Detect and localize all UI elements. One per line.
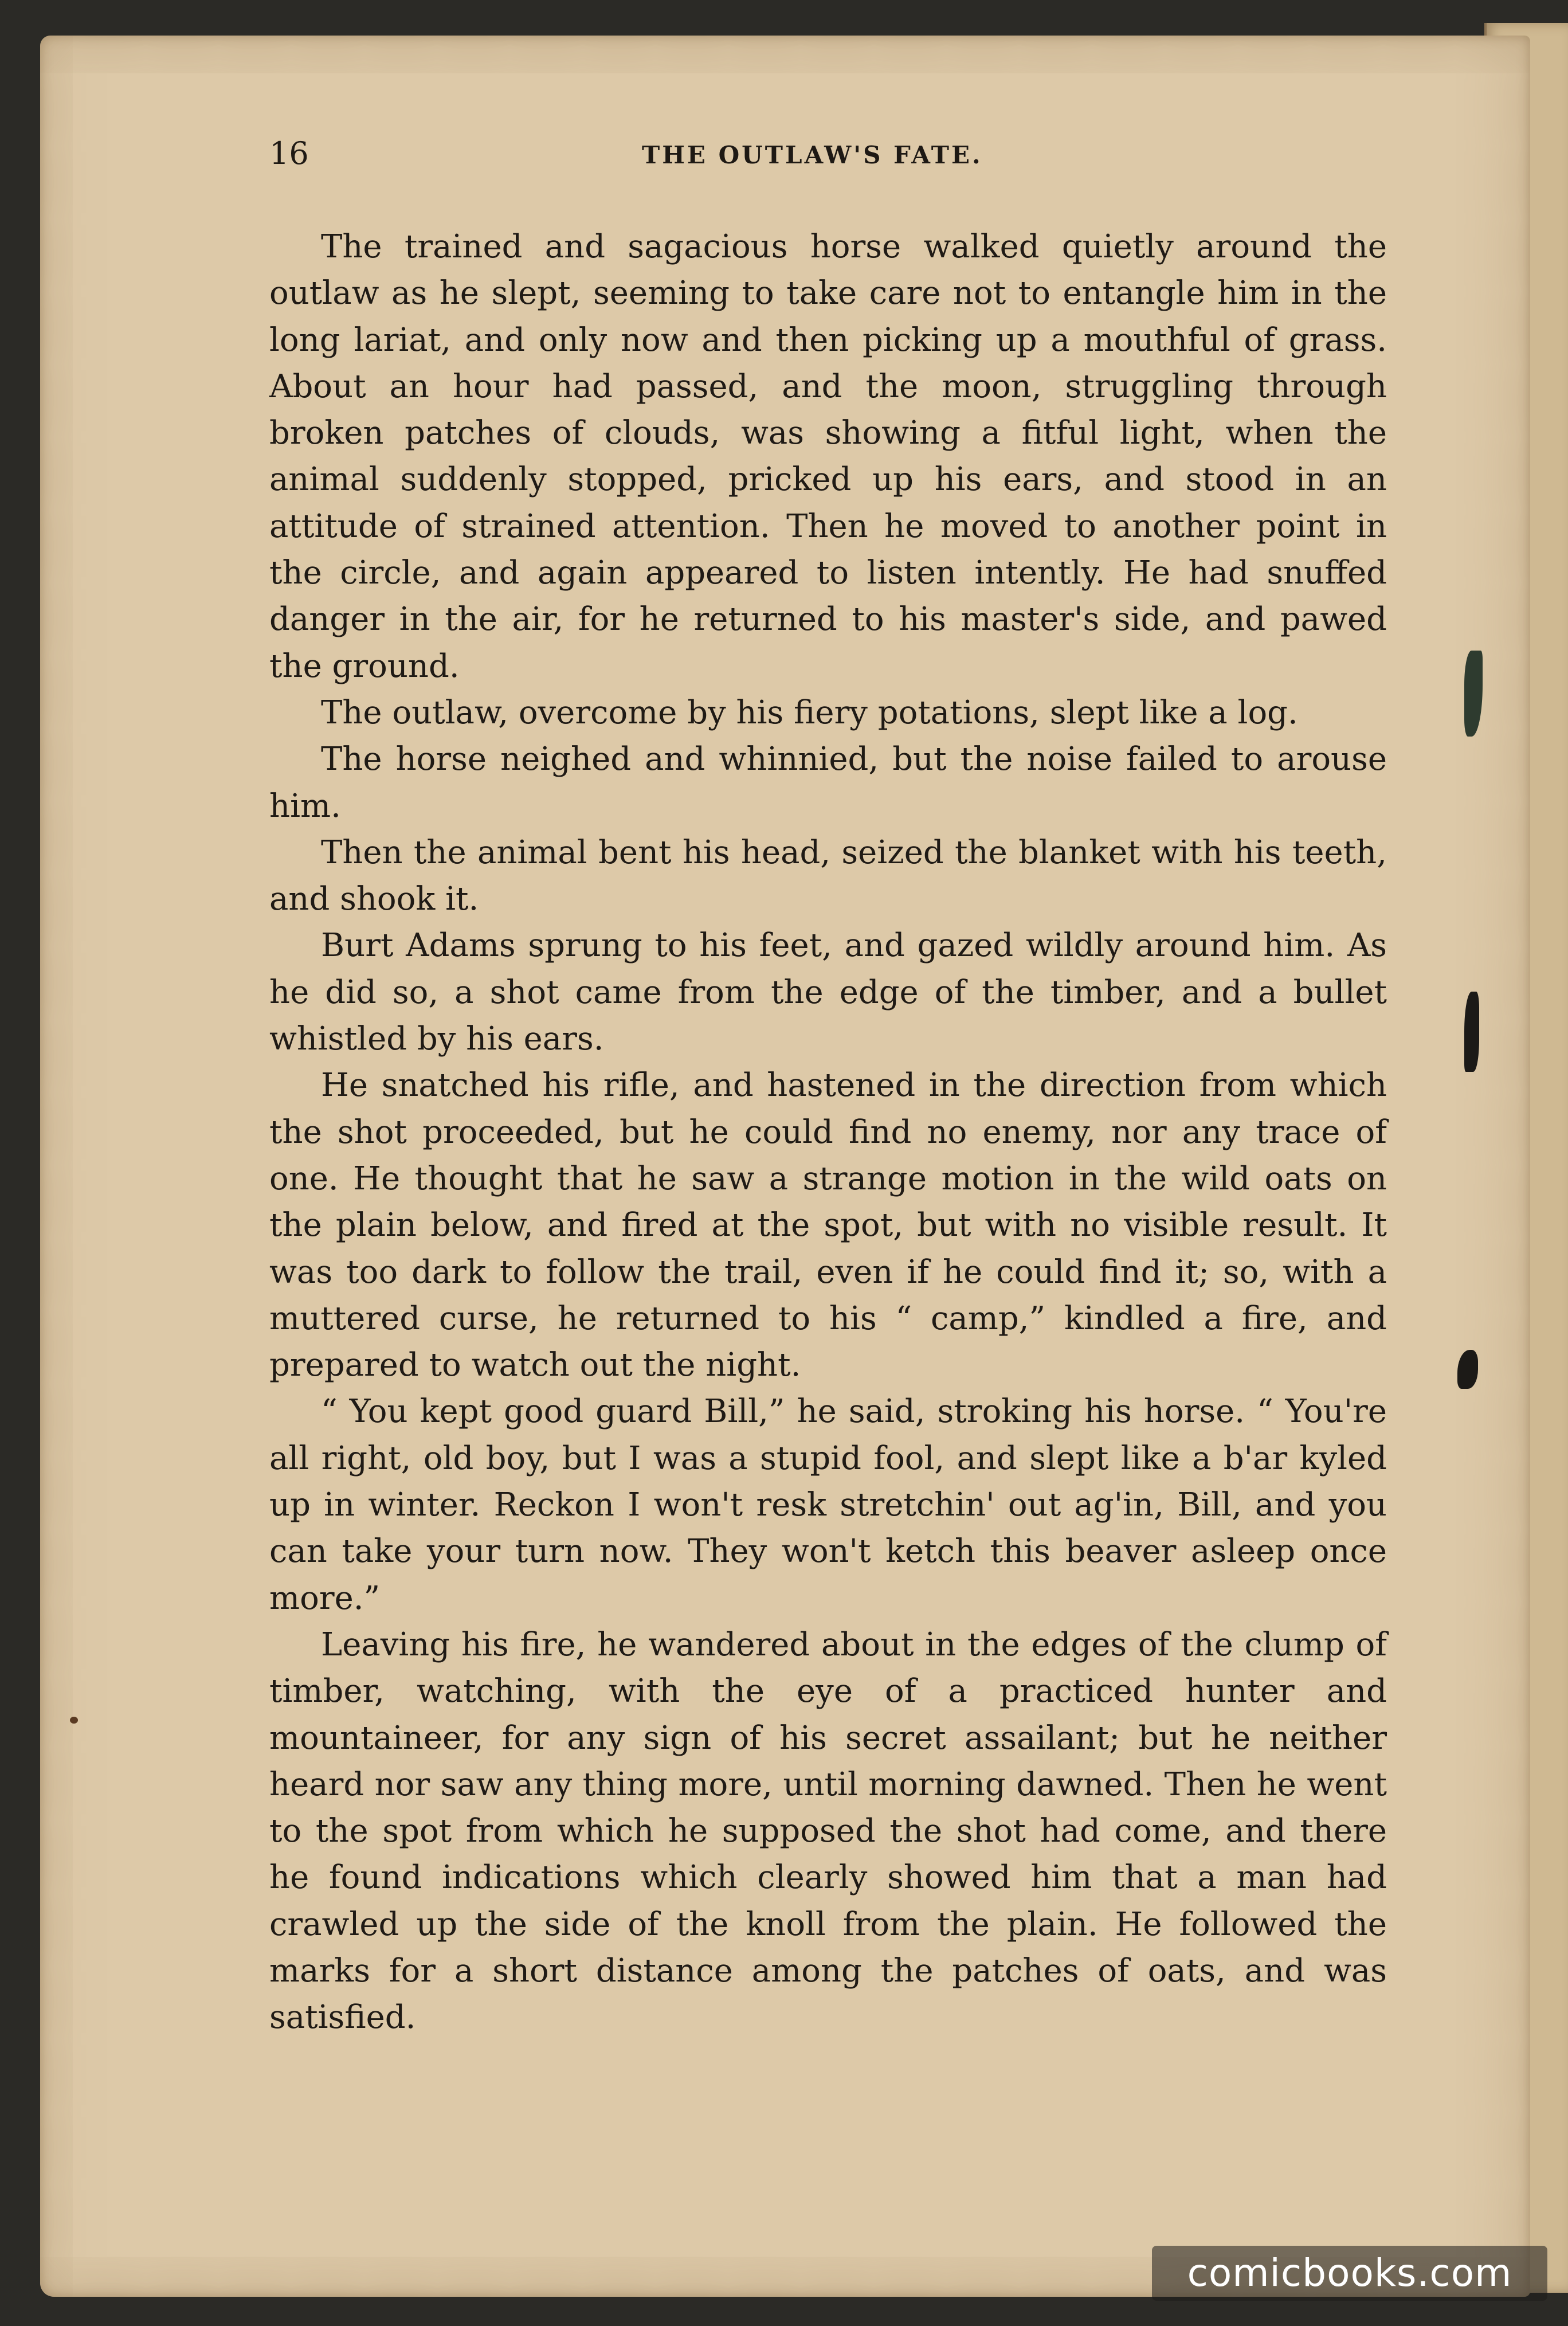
- paper-stain: [70, 1717, 78, 1724]
- paragraph: The outlaw, overcome by his fiery potations, slept like a log.: [321, 694, 1298, 731]
- paragraph: The horse neighed and whinnied, but the noise failed to arouse him.: [269, 741, 1387, 825]
- watermark: comicbooks.com: [1152, 2246, 1547, 2301]
- paragraph: Burt Adams sprung to his feet, and gazed wildly around him. As he did so, a shot came from the edge of the timber, and a bullet whistled by his ears.: [269, 927, 1387, 1058]
- paragraph: Then the animal bent his head, seized the blanket with his teeth, and shook it.: [269, 833, 1387, 918]
- paragraph: The trained and sagacious horse walked quietly around the outlaw as he slept, seeming to take care not to entangle him in the long lariat, and only now and then picking up a mouthful of grass. About an hour had passed, and the moon, struggling through broken patches of clouds, was showing a fitful light, when the animal suddenly stopped, pricked up his ears, and stood in an attitude of strained attention. Then he moved to another point in the circle, and again appeared to listen intently. He had snuffed danger in the air, for he returned to his master's side, and pawed the ground.: [269, 228, 1387, 685]
- body-text: [269, 224, 1387, 2041]
- paragraph: He snatched his rifle, and hastened in the direction from which the shot proceeded, but he could find no enemy, nor any trace of one. He thought that he saw a strange motion in the wild oats on the plain below, and fired at the spot, but with no visible result. It was too dark to follow the trail, even if he could find it; so, with a muttered curse, he returned to his “ camp,” kindled a fire, and prepared to watch out the night.: [269, 1067, 1387, 1384]
- torn-edge: [1464, 992, 1479, 1072]
- page-number: 16: [269, 135, 309, 171]
- paragraph: “ You kept good guard Bill,” he said, stroking his horse. “ You're all right, old boy, but I was a stupid fool, and slept like a b'ar kyled up in winter. Reckon I won't resk stretchin' out ag'in, Bill, and you can take your turn now. They won't ketch this beaver asleep once more.”: [269, 1393, 1387, 1617]
- paragraph: Leaving his fire, he wandered about in the edges of the clump of timber, watching, with the eye of a practiced hunter and mountaineer, for any sign of his secret assailant; but he neither heard nor saw any thing more, until morning dawned. Then he went to the spot from which he supposed the shot had come, and there he found indications which clearly showed him that a man had crawled up the side of the knoll from the plain. He followed the marks for a short distance among the patches of oats, and was satisfied.: [269, 1626, 1387, 2037]
- running-head: THE OUTLAW'S FATE.: [642, 141, 983, 169]
- page-header: [269, 135, 1387, 181]
